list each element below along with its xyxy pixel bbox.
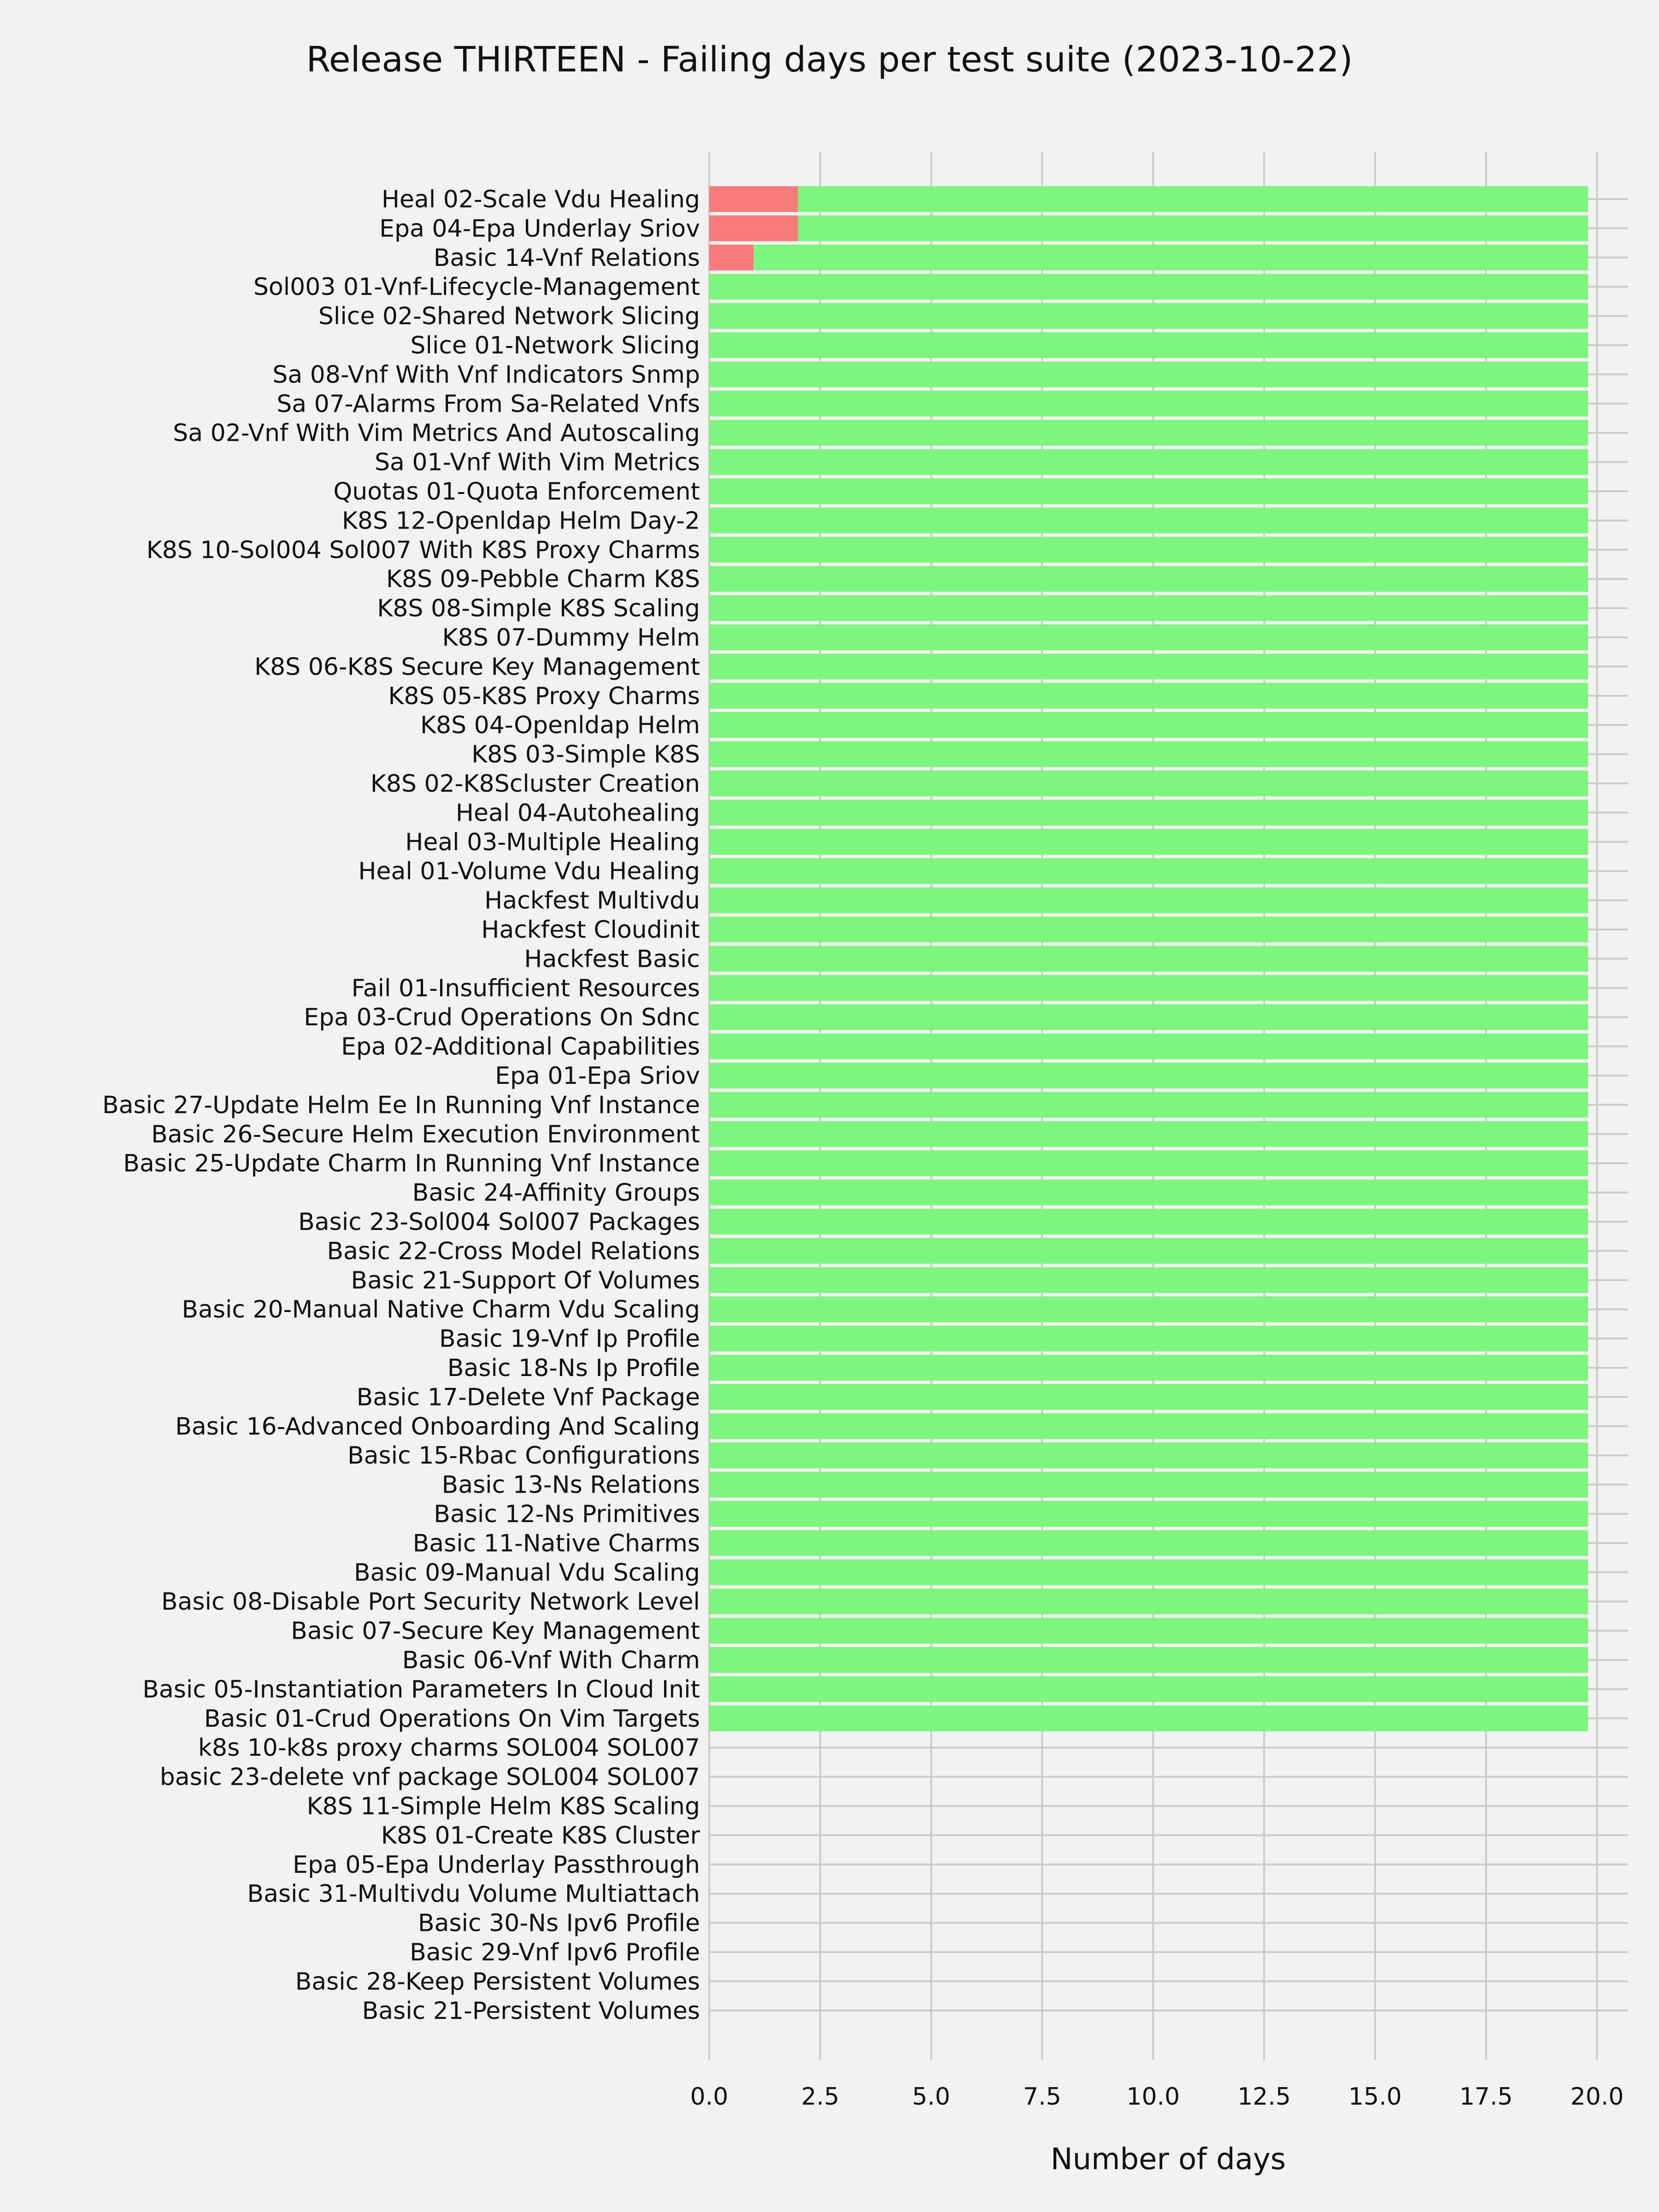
- passing-days-bar: [709, 1384, 1588, 1410]
- passing-days-bar: [709, 1706, 1588, 1731]
- x-tick-label: 7.5: [1023, 2083, 1061, 2111]
- passing-days-bar: [709, 1647, 1588, 1673]
- passing-days-bar: [709, 1618, 1588, 1644]
- passing-days-bar: [709, 1004, 1588, 1030]
- y-tick-label: Sa 01-Vnf With Vim Metrics: [374, 448, 700, 477]
- y-tick-label: Basic 09-Manual Vdu Scaling: [353, 1559, 700, 1587]
- y-tick-label: Heal 02-Scale Vdu Healing: [381, 186, 700, 213]
- chart-title: Release THIRTEEN - Failing days per test suite (2023-10-22): [306, 39, 1353, 80]
- y-tick-label: Epa 03-Crud Operations On Sdnc: [304, 1004, 700, 1032]
- y-tick-label: K8S 11-Simple Helm K8S Scaling: [306, 1793, 700, 1820]
- y-tick-label: K8S 05-K8S Proxy Charms: [388, 682, 700, 710]
- passing-days-bar: [709, 303, 1588, 329]
- y-tick-label: Basic 12-Ns Primitives: [434, 1500, 700, 1528]
- y-tick-label: Basic 20-Manual Native Charm Vdu Scaling: [182, 1296, 700, 1324]
- y-tick-label: Basic 22-Cross Model Relations: [327, 1237, 700, 1265]
- passing-days-bar: [753, 245, 1588, 271]
- y-tick-label: Basic 01-Crud Operations On Vim Targets: [204, 1705, 700, 1733]
- passing-days-bar: [709, 741, 1588, 767]
- passing-days-bar: [798, 186, 1588, 212]
- y-axis-tick-labels: [102, 186, 700, 2025]
- passing-days-bar: [709, 1238, 1588, 1264]
- y-tick-label: Basic 19-Vnf Ip Profile: [439, 1325, 700, 1353]
- y-tick-label: Basic 21-Support Of Volumes: [351, 1266, 700, 1294]
- y-tick-label: Basic 06-Vnf With Charm: [402, 1647, 700, 1674]
- passing-days-bar: [709, 566, 1588, 592]
- passing-days-bar: [709, 683, 1588, 709]
- x-axis-label: Number of days: [1050, 2142, 1286, 2177]
- passing-days-bar: [709, 1209, 1588, 1235]
- y-tick-label: Hackfest Basic: [524, 945, 700, 973]
- y-tick-label: Basic 24-Affinity Groups: [412, 1179, 700, 1207]
- y-tick-label: Basic 30-Ns Ipv6 Profile: [418, 1909, 700, 1937]
- passing-days-bar: [709, 1326, 1588, 1352]
- passing-days-bar: [709, 449, 1588, 475]
- y-tick-label: Quotas 01-Quota Enforcement: [333, 478, 700, 506]
- failing-days-bar: [709, 186, 798, 212]
- y-tick-label: K8S 02-K8Scluster Creation: [370, 770, 700, 798]
- x-axis-tick-labels: [690, 2083, 1624, 2111]
- passing-days-bar: [709, 888, 1588, 913]
- y-tick-label: Heal 03-Multiple Healing: [405, 828, 700, 856]
- passing-days-bar: [709, 1121, 1588, 1147]
- y-tick-label: Basic 07-Secure Key Management: [291, 1617, 700, 1645]
- y-tick-label: Basic 18-Ns Ip Profile: [447, 1354, 700, 1382]
- x-tick-label: 0.0: [690, 2083, 729, 2111]
- passing-days-bar: [798, 215, 1588, 241]
- failing-days-bar: [709, 245, 753, 271]
- y-tick-label: Sa 07-Alarms From Sa-Related Vnfs: [276, 390, 700, 418]
- passing-days-bar: [709, 1063, 1588, 1088]
- passing-days-bar: [709, 274, 1588, 300]
- passing-days-bar: [709, 420, 1588, 446]
- y-tick-label: Basic 28-Keep Persistent Volumes: [295, 1968, 700, 1996]
- passing-days-bar: [709, 712, 1588, 738]
- x-tick-label: 17.5: [1459, 2083, 1513, 2111]
- passing-days-bar: [709, 1588, 1588, 1614]
- passing-days-bar: [709, 537, 1588, 563]
- passing-days-bar: [709, 1530, 1588, 1556]
- y-tick-label: Basic 27-Update Helm Ee In Running Vnf Instance: [102, 1091, 700, 1119]
- y-tick-label: Basic 16-Advanced Onboarding And Scaling: [175, 1412, 700, 1441]
- y-tick-label: Epa 05-Epa Underlay Passthrough: [293, 1851, 700, 1879]
- failing-days-bar: [709, 215, 798, 241]
- y-tick-label: Basic 11-Native Charms: [412, 1530, 700, 1558]
- y-tick-label: Basic 15-Rbac Configurations: [347, 1442, 700, 1470]
- y-tick-label: K8S 01-Create K8S Cluster: [381, 1822, 700, 1850]
- passing-days-bar: [709, 1676, 1588, 1702]
- y-tick-label: Sol003 01-Vnf-Lifecycle-Management: [253, 273, 700, 301]
- y-tick-label: Basic 21-Persistent Volumes: [362, 1997, 700, 2025]
- passing-days-bar: [709, 917, 1588, 942]
- x-tick-label: 20.0: [1570, 2083, 1624, 2111]
- y-tick-label: K8S 09-Pebble Charm K8S: [386, 565, 700, 594]
- y-tick-label: Hackfest Cloudinit: [481, 916, 700, 944]
- passing-days-bar: [709, 653, 1588, 679]
- passing-days-bar: [709, 975, 1588, 1001]
- y-tick-label: Epa 04-Epa Underlay Sriov: [379, 215, 700, 243]
- y-tick-label: Basic 23-Sol004 Sol007 Packages: [298, 1208, 700, 1236]
- passing-days-bar: [709, 361, 1588, 387]
- x-tick-label: 2.5: [801, 2083, 840, 2111]
- passing-days-bar: [709, 858, 1588, 884]
- passing-days-bar: [709, 1442, 1588, 1468]
- y-tick-label: Basic 26-Secure Helm Execution Environment: [151, 1120, 700, 1148]
- y-tick-label: Fail 01-Insufficient Resources: [351, 974, 700, 1002]
- passing-days-bar: [709, 595, 1588, 621]
- passing-days-bar: [709, 1092, 1588, 1118]
- passing-days-bar: [709, 829, 1588, 855]
- y-tick-label: Basic 29-Vnf Ipv6 Profile: [410, 1939, 700, 1966]
- bars-layer: [709, 186, 1588, 1731]
- y-tick-label: Basic 14-Vnf Relations: [433, 244, 700, 272]
- y-tick-label: Slice 02-Shared Network Slicing: [318, 302, 700, 330]
- y-tick-label: Slice 01-Network Slicing: [410, 332, 700, 359]
- passing-days-bar: [709, 946, 1588, 971]
- y-tick-label: Epa 01-Epa Sriov: [495, 1062, 700, 1090]
- passing-days-bar: [709, 624, 1588, 650]
- passing-days-bar: [709, 771, 1588, 796]
- y-tick-label: Basic 25-Update Charm In Running Vnf Instance: [123, 1150, 700, 1178]
- passing-days-bar: [709, 1472, 1588, 1498]
- y-tick-label: Basic 13-Ns Relations: [441, 1471, 700, 1499]
- passing-days-bar: [709, 478, 1588, 504]
- passing-days-bar: [709, 507, 1588, 533]
- passing-days-bar: [709, 332, 1588, 358]
- y-tick-label: Basic 17-Delete Vnf Package: [356, 1383, 700, 1412]
- passing-days-bar: [709, 1501, 1588, 1527]
- y-tick-label: Basic 08-Disable Port Security Network Level: [161, 1588, 700, 1616]
- passing-days-bar: [709, 1355, 1588, 1381]
- y-tick-label: Hackfest Multivdu: [484, 887, 700, 915]
- y-tick-label: K8S 10-Sol004 Sol007 With K8S Proxy Charms: [146, 536, 700, 564]
- y-tick-label: K8S 07-Dummy Helm: [442, 624, 700, 652]
- x-tick-label: 5.0: [912, 2083, 950, 2111]
- y-tick-label: Heal 01-Volume Vdu Healing: [358, 858, 700, 886]
- passing-days-bar: [709, 1296, 1588, 1322]
- y-tick-label: k8s 10-k8s proxy charms SOL004 SOL007: [198, 1734, 700, 1762]
- passing-days-bar: [709, 800, 1588, 825]
- y-tick-label: K8S 12-Openldap Helm Day-2: [341, 507, 700, 535]
- y-tick-label: Basic 31-Multivdu Volume Multiattach: [247, 1880, 700, 1908]
- passing-days-bar: [709, 1559, 1588, 1585]
- y-tick-label: basic 23-delete vnf package SOL004 SOL007: [159, 1763, 700, 1791]
- passing-days-bar: [709, 1180, 1588, 1206]
- y-tick-label: Sa 02-Vnf With Vim Metrics And Autoscaling: [173, 419, 700, 447]
- y-tick-label: Heal 04-Autohealing: [455, 799, 700, 827]
- y-tick-label: K8S 04-Openldap Helm: [420, 712, 700, 740]
- y-tick-label: Epa 02-Additional Capabilities: [341, 1033, 700, 1061]
- passing-days-bar: [709, 391, 1588, 417]
- y-tick-label: K8S 03-Simple K8S: [471, 741, 700, 769]
- passing-days-bar: [709, 1150, 1588, 1176]
- y-tick-label: K8S 06-K8S Secure Key Management: [254, 653, 700, 681]
- x-tick-label: 12.5: [1237, 2083, 1291, 2111]
- y-tick-label: Sa 08-Vnf With Vnf Indicators Snmp: [272, 361, 700, 389]
- y-tick-label: K8S 08-Simple K8S Scaling: [377, 594, 700, 623]
- passing-days-bar: [709, 1413, 1588, 1439]
- passing-days-bar: [709, 1034, 1588, 1059]
- y-tick-label: Basic 05-Instantiation Parameters In Cloud Init: [142, 1676, 700, 1704]
- passing-days-bar: [709, 1267, 1588, 1293]
- x-tick-label: 10.0: [1126, 2083, 1180, 2111]
- x-tick-label: 15.0: [1348, 2083, 1402, 2111]
